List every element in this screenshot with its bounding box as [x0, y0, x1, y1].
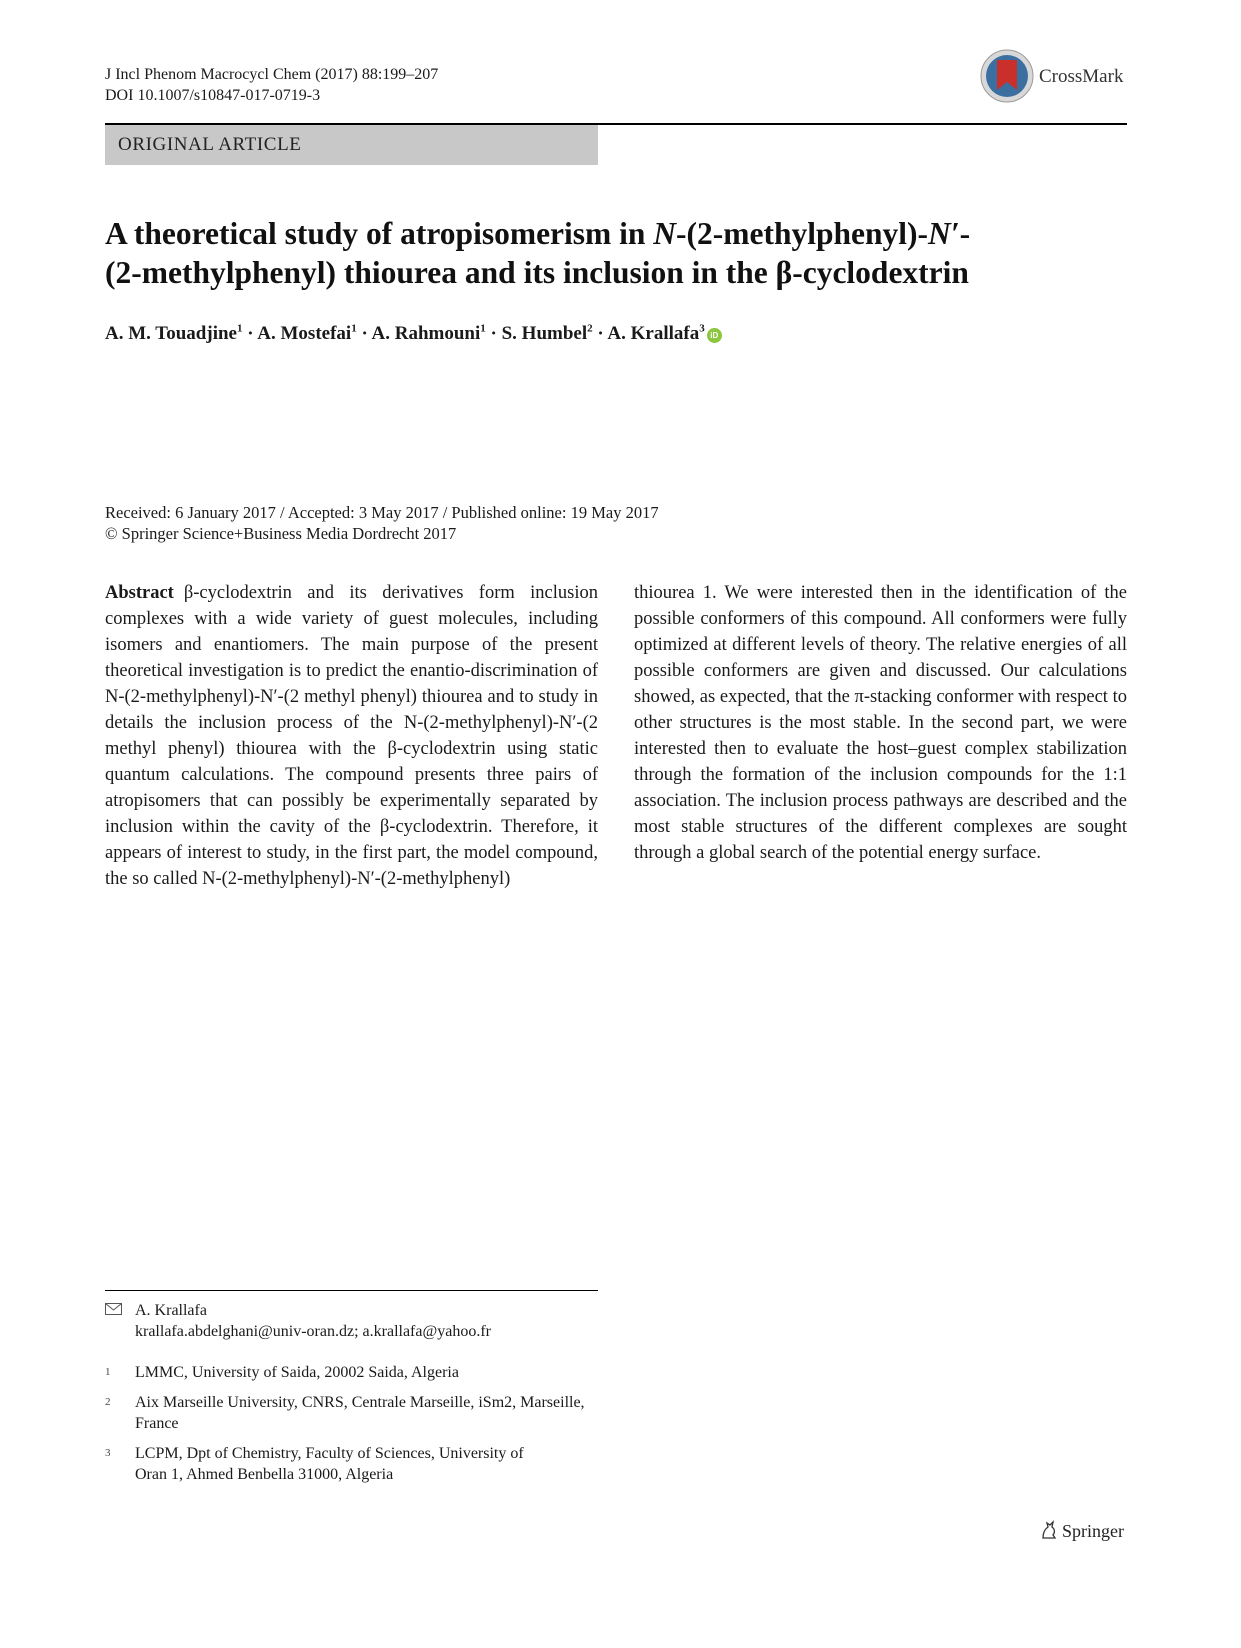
correspondence-emails[interactable]: krallafa.abdelghani@univ-oran.dz; a.krallafa@yahoo.fr: [135, 1323, 491, 1340]
footnote-rule: [105, 1290, 598, 1291]
author-affiliation-mark: 1: [236, 323, 243, 335]
abstract-left-column: [105, 580, 598, 892]
author-affiliation-mark: 2: [587, 323, 593, 335]
dates-line: Received: 6 January 2017 / Accepted: 3 May 2017 / Published online: 19 May 2017: [105, 503, 659, 522]
crossmark-label: CrossMark: [1039, 66, 1124, 87]
crossmark-icon: [979, 48, 1035, 104]
author-name[interactable]: A. M. Touadjine$^1$: [105, 323, 243, 345]
springer-logo: [1040, 1520, 1124, 1545]
author-affiliation-mark: 1: [351, 323, 357, 335]
abstract-text-left: β-cyclodextrin and its derivatives form inclusion complexes with a wide variety of guest molecules, including isomers and enantiomers. The main purpose of the present theoretical investigation is to predict the enantio-discrimination of N-(2-methylphenyl)-N′-(2 methyl phenyl) thiourea and to study in details the inclusion process of the N-(2-methylphenyl)-N′-(2 methyl phenyl) thiourea with the β-cyclodextrin using static quantum calculations. The compound presents three pairs of atropisomers that can possibly be experimentally separated by inclusion within the cavity of the β-cyclodextrin. Therefore, it appears of interest to study, in the first part, the model compound, the so called N-(2-methylphenyl)-N′-(2-methylphenyl): [105, 583, 598, 889]
author-list: A. M. Touadjine$^1$ · A. Mostefai$^1$ · A. Rahmouni$^1$ · S. Humbel$^2$ · A. Krallafa$^3$iD: [105, 323, 722, 345]
doi[interactable]: DOI 10.1007/s10847-017-0719-3: [105, 87, 321, 104]
abstract-text-right: thiourea 1. We were interested then in the identification of the possible conformers of this compound. All conformers were fully optimized at different levels of theory. The relative energies of all possible conformers are given and discussed. Our calculations showed, as expected, that the π-stacking conformer with respect to other structures is the most stable. In the second part, we were interested then to evaluate the host–guest complex stabilization through the formation of the inclusion compounds for the 1:1 association. The inclusion process pathways are described and the most stable structures of the different complexes are sought through a global search of the potential energy surface.: [634, 583, 1127, 863]
publication-dates: [105, 502, 659, 544]
publisher-name: Springer: [1062, 1521, 1124, 1541]
author-name[interactable]: A. Krallafa$^3$: [607, 323, 705, 345]
abstract-heading: Abstract: [105, 583, 174, 603]
author-affiliation-mark: 1: [480, 323, 486, 335]
author-name[interactable]: A. Mostefai$^1$: [257, 323, 357, 345]
orcid-icon[interactable]: iD: [707, 328, 722, 343]
author-affiliation-mark: 3: [699, 323, 705, 335]
abstract-right-column: [634, 580, 1127, 866]
article-type-banner: ORIGINAL ARTICLE: [105, 125, 598, 165]
journal-citation: J Incl Phenom Macrocycl Chem (2017) 88:199–207: [105, 66, 439, 83]
author-name[interactable]: A. Rahmouni$^1$: [371, 323, 486, 345]
correspondence-name: A. Krallafa: [135, 1302, 207, 1319]
journal-header: [105, 64, 438, 106]
copyright-line: © Springer Science+Business Media Dordrecht 2017: [105, 524, 457, 543]
crossmark-badge[interactable]: [979, 48, 1129, 108]
springer-horse-icon: [1040, 1520, 1058, 1545]
author-name[interactable]: S. Humbel$^2$: [501, 323, 593, 345]
article-title: A theoretical study of atropisomerism in N-(2-methylphenyl)-N′- (2-methylphenyl) thiourea and its inclusion in the β-cyclodextrin: [105, 216, 971, 290]
envelope-icon: [105, 1302, 122, 1323]
